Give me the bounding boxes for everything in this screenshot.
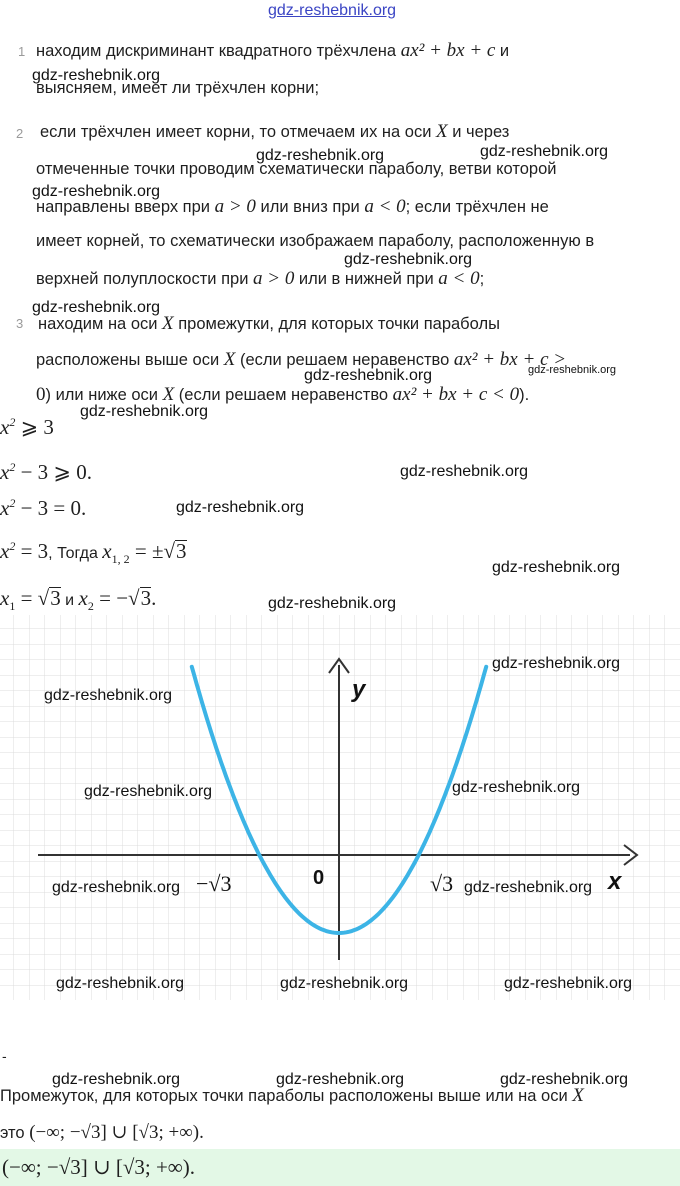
eq-radicand: 3: [50, 586, 61, 610]
conclusion-math: (−∞; −√3] ∪ [√3; +∞).: [29, 1122, 204, 1143]
step-text: или в нижней при: [294, 270, 439, 288]
watermark: gdz-reshebnik.org: [44, 687, 173, 704]
eq-var: x: [78, 586, 88, 610]
watermark: gdz-reshebnik.org: [400, 463, 529, 480]
eq-rest: − 3 = 0.: [15, 496, 87, 520]
step-math: X: [223, 349, 236, 370]
eq-var: x: [0, 460, 10, 484]
watermark: gdz-reshebnik.org: [464, 879, 593, 896]
watermark: gdz-reshebnik.org: [344, 251, 473, 268]
eq-sup: 2: [9, 460, 16, 474]
eq-text: и: [60, 592, 79, 609]
step-2-line-5: [36, 268, 484, 290]
watermark: gdz-reshebnik.org: [276, 1071, 405, 1088]
watermark: gdz-reshebnik.org: [84, 783, 213, 800]
eq-text: , Тогда: [48, 545, 103, 562]
eq-sub: 1: [9, 599, 16, 614]
step-text: и через: [447, 123, 510, 141]
answer-box: [0, 1149, 680, 1186]
eq-rest: = ±√: [129, 539, 176, 563]
eq-sub: 1, 2: [111, 552, 130, 567]
top-watermark-link[interactable]: gdz-reshebnik.org: [268, 2, 397, 19]
step-text: ;: [479, 270, 485, 288]
step-math: X: [436, 121, 448, 142]
step-3-line-2: [36, 349, 566, 371]
pos-root-label: √3: [430, 871, 454, 896]
x-axis-label: x: [608, 868, 622, 895]
watermark: gdz-reshebnik.org: [52, 1071, 181, 1088]
eq-sub: 2: [87, 599, 94, 614]
conclusion-text: это: [0, 1124, 30, 1142]
conclusion-text: Промежуток, для которых точки параболы расположены выше или на оси: [0, 1087, 573, 1105]
watermark: gdz-reshebnik.org: [32, 183, 161, 200]
watermark: gdz-reshebnik.org: [504, 975, 633, 992]
step-math: 0: [36, 384, 46, 405]
watermark: gdz-reshebnik.org: [52, 879, 181, 896]
step-text: направлены вверх при: [36, 198, 215, 216]
eq-var: x: [0, 496, 10, 520]
neg-root-label: −√3: [196, 871, 232, 896]
eq-radicand: 3: [140, 586, 152, 610]
eq-sup: 2: [9, 415, 16, 429]
eq-end: .: [151, 586, 157, 610]
step-text: находим дискриминант квадратного трёхчлена: [36, 42, 401, 60]
watermark: gdz-reshebnik.org: [32, 299, 161, 316]
step-math: a < 0: [364, 196, 406, 217]
step-text: расположены выше оси: [36, 351, 224, 369]
step-math: a > 0: [253, 268, 295, 289]
eq-rest: ⩾ 3: [15, 415, 54, 439]
watermark: gdz-reshebnik.org: [304, 367, 433, 384]
watermark: gdz-reshebnik.org: [280, 975, 409, 992]
step-text: если трёхчлен имеет корни, то отмечаем их на оси: [40, 123, 437, 141]
step-text: верхней полуплоскости при: [36, 270, 253, 288]
watermark: gdz-reshebnik.org: [452, 779, 581, 796]
step-text: промежутки, для которых точки параболы: [173, 315, 500, 333]
step-text: и: [495, 42, 510, 60]
watermark: gdz-reshebnik.org: [32, 67, 161, 84]
step-math: a > 0: [214, 196, 256, 217]
eq-rest: = 3: [15, 539, 49, 563]
eq-radicand: 3: [176, 539, 187, 563]
step-math: X: [162, 313, 174, 334]
separator-dash: -: [2, 1048, 7, 1064]
eq-var: x: [102, 539, 112, 563]
watermark: gdz-reshebnik.org: [492, 559, 621, 576]
eq-sup: 2: [9, 539, 16, 553]
step-1-line-1: [36, 40, 509, 62]
step-2-line-4: имеет корней, то схематически изображаем параболу, расположенную в: [36, 232, 595, 250]
step-number: 3: [16, 316, 24, 331]
step-math: X: [162, 384, 175, 405]
watermark: gdz-reshebnik.org: [256, 147, 385, 164]
origin-label: 0: [313, 867, 325, 889]
eq-rest: = √: [15, 586, 50, 610]
watermark: gdz-reshebnik.org: [528, 364, 617, 376]
eq-var: x: [0, 586, 10, 610]
eq-var: x: [0, 415, 10, 439]
step-math: ax² + bx + c: [400, 40, 496, 61]
y-axis-label: y: [352, 676, 366, 703]
equation-2: [0, 460, 92, 485]
answer-text: (−∞; −√3] ∪ [√3; +∞).: [2, 1155, 196, 1179]
step-2-line-1: [40, 121, 509, 143]
watermark: gdz-reshebnik.org: [80, 403, 209, 420]
step-2-line-2: отмеченные точки проводим схематически параболу, ветви которой: [36, 160, 557, 178]
equation-1: [0, 415, 54, 440]
step-text: (если решаем неравенство: [235, 351, 454, 369]
step-math: ax² + bx + c >: [453, 349, 567, 370]
step-text: находим на оси: [38, 315, 163, 333]
eq-var: x: [0, 539, 10, 563]
equation-5: [0, 586, 157, 614]
step-1-line-2: выясняем, имеет ли трёхчлен корни;: [36, 79, 320, 97]
step-text: ).: [519, 386, 530, 404]
eq-sup: 2: [9, 496, 16, 510]
equation-3: [0, 496, 86, 521]
watermark: gdz-reshebnik.org: [500, 1071, 629, 1088]
step-number: 1: [18, 44, 26, 59]
eq-rest: = −√: [93, 586, 140, 610]
watermark: gdz-reshebnik.org: [56, 975, 185, 992]
watermark: gdz-reshebnik.org: [480, 143, 609, 160]
step-text: (если решаем неравенство: [174, 386, 393, 404]
watermark: gdz-reshebnik.org: [492, 655, 621, 672]
eq-rest: − 3 ⩾ 0.: [15, 460, 93, 484]
conclusion-line-2: [0, 1121, 204, 1144]
step-text: ) или ниже оси: [45, 386, 163, 404]
conclusion-var: X: [572, 1085, 584, 1106]
step-text: ; если трёхчлен не: [405, 198, 549, 216]
step-math: a < 0: [438, 268, 480, 289]
watermark: gdz-reshebnik.org: [176, 499, 305, 516]
step-text: или вниз при: [255, 198, 365, 216]
watermark: gdz-reshebnik.org: [268, 595, 397, 612]
step-math: ax² + bx + c < 0: [392, 384, 520, 405]
step-number: 2: [16, 126, 24, 141]
equation-4: [0, 539, 187, 567]
